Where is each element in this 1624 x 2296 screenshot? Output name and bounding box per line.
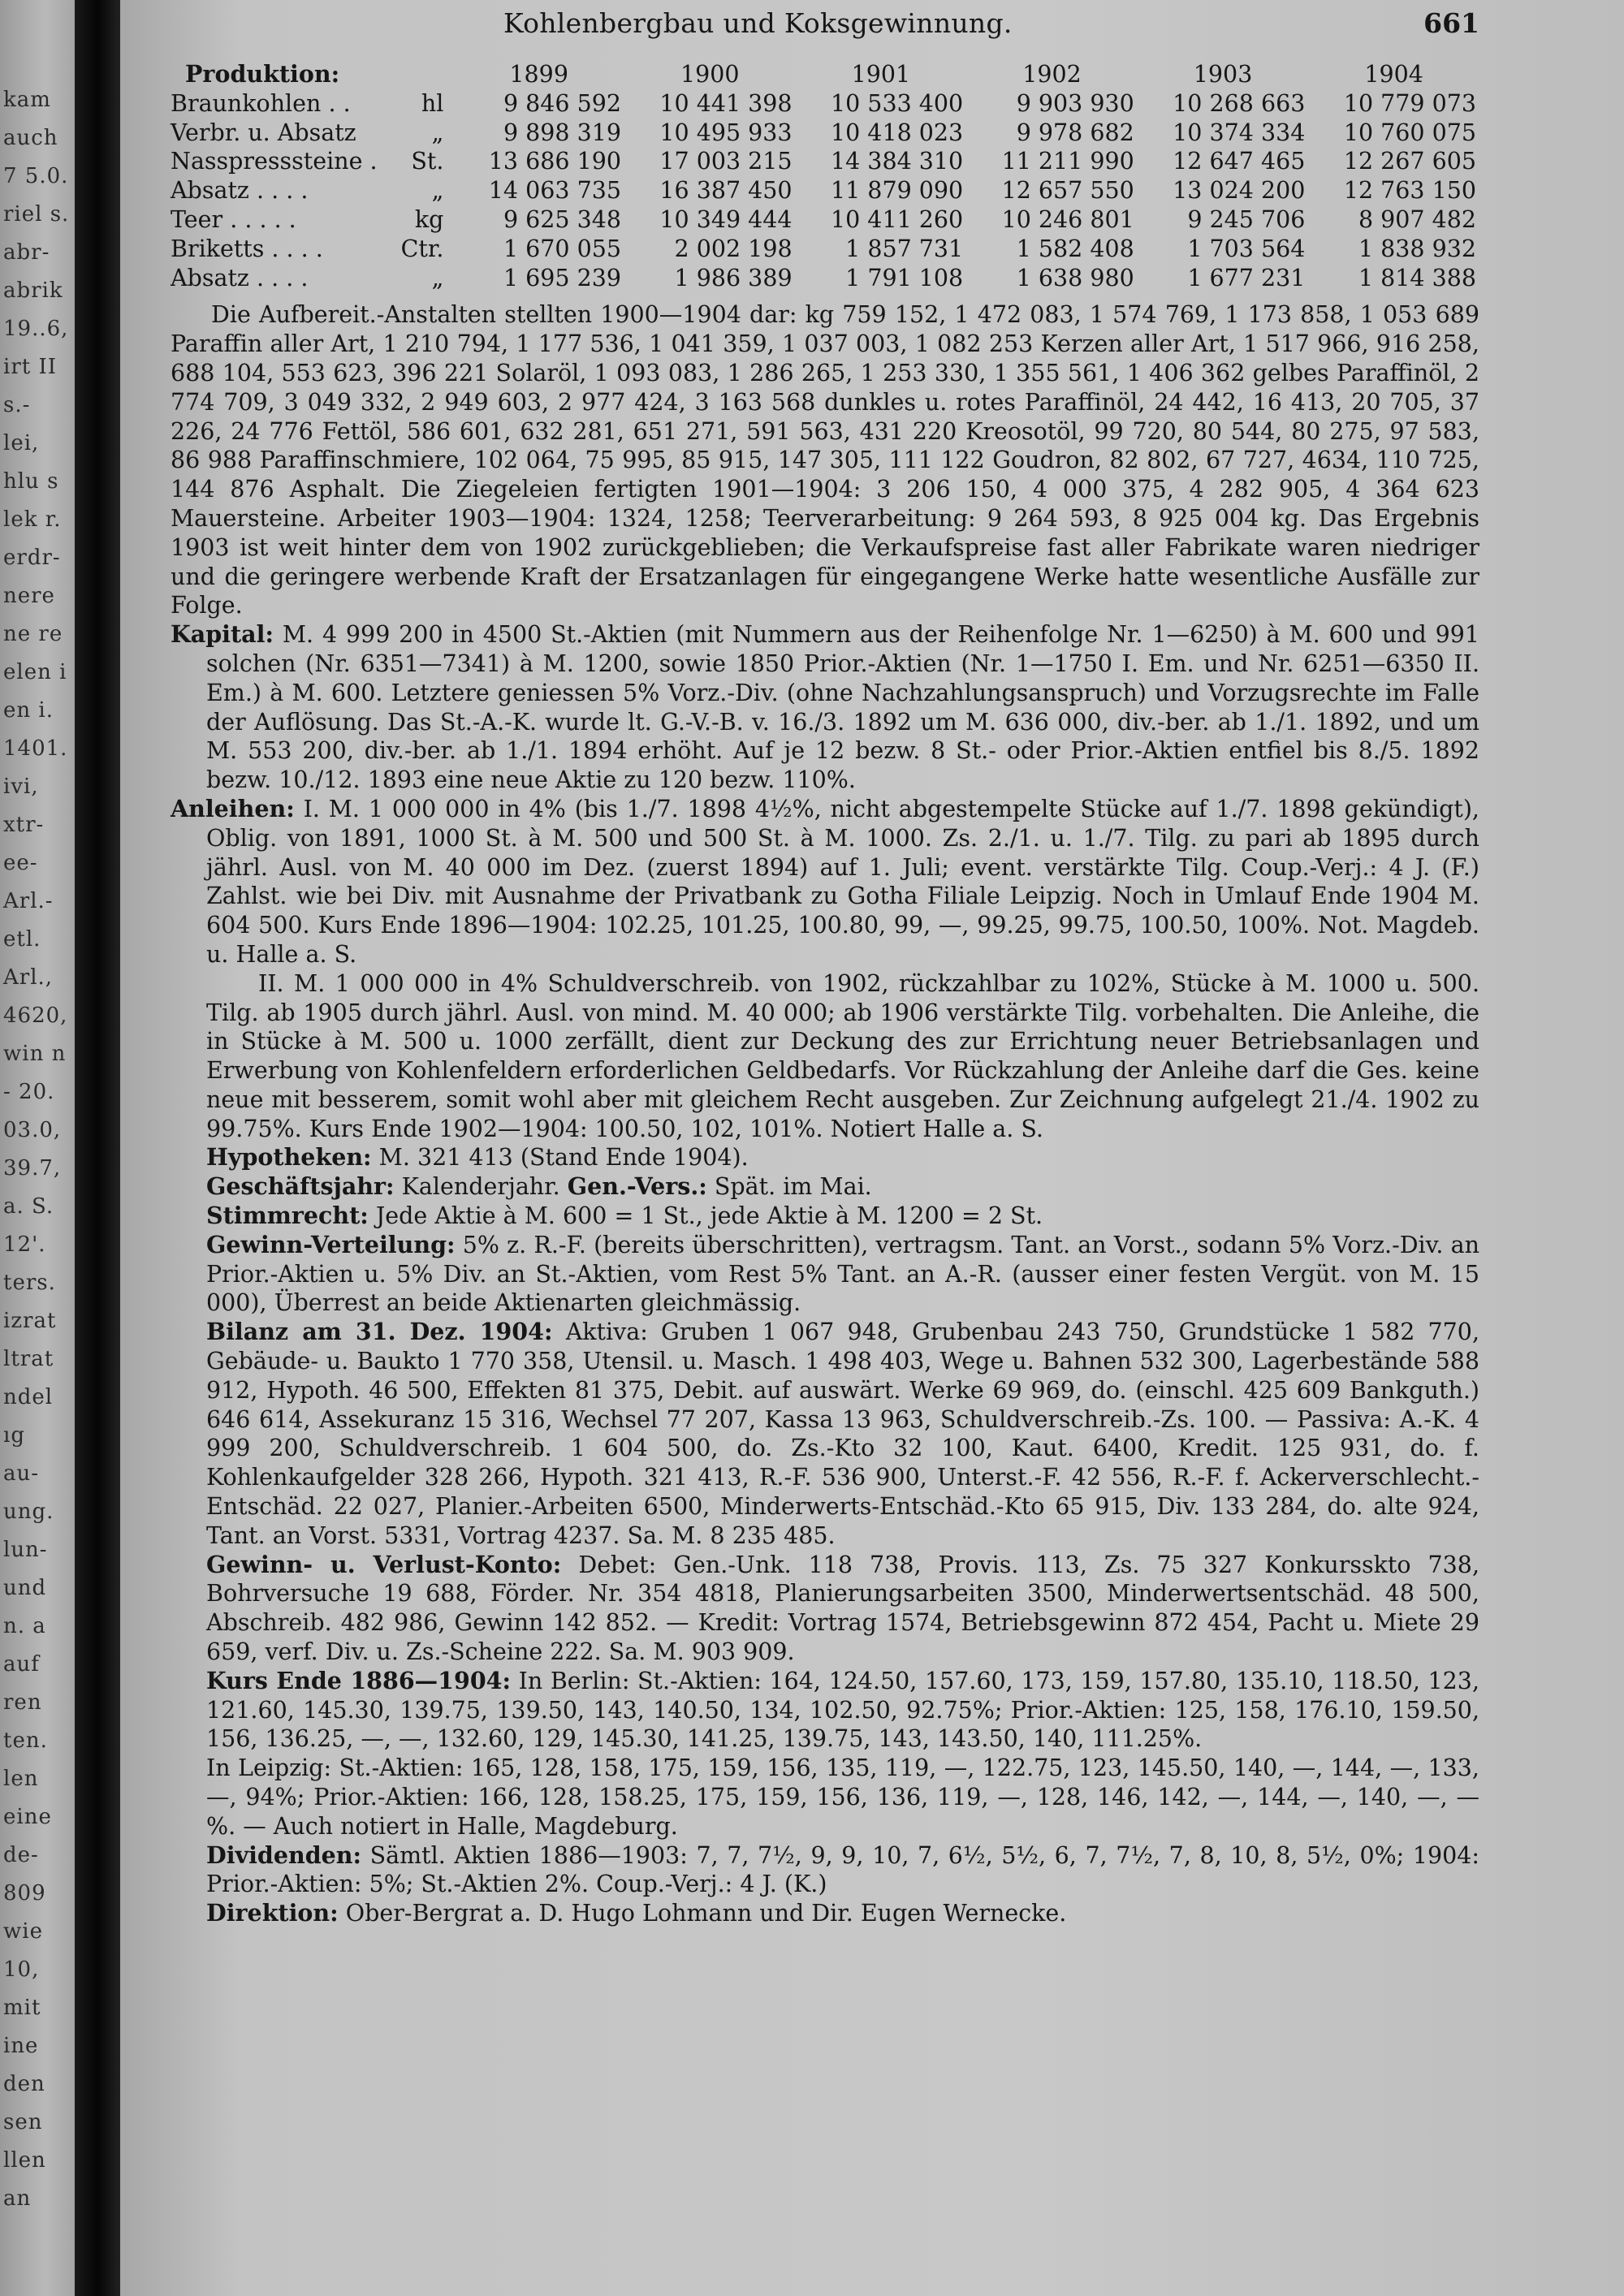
production-row-label: Absatz . . . . bbox=[171, 264, 309, 291]
production-row-unit: „ bbox=[431, 119, 444, 146]
left-page-fragment: kam bbox=[3, 88, 51, 112]
left-page-fragment: 39.7, bbox=[3, 1156, 62, 1180]
left-page-fragment: hlu s bbox=[3, 469, 59, 494]
left-page-fragment: au- bbox=[3, 1461, 40, 1486]
production-value: 1 703 564 bbox=[1187, 235, 1306, 262]
production-value: 10 411 260 bbox=[830, 205, 964, 233]
production-value: 12 647 465 bbox=[1173, 148, 1306, 175]
left-page-fragment: izrat bbox=[3, 1309, 57, 1333]
production-value: 1 986 389 bbox=[674, 264, 793, 291]
production-value: 16 387 450 bbox=[659, 177, 793, 205]
production-value: 10 760 075 bbox=[1343, 119, 1476, 146]
direktion-text: Ober-Bergrat a. D. Hugo Lohmann und Dir. Eugen Wernecke. bbox=[345, 1900, 1067, 1927]
year-header: 1901 bbox=[851, 61, 911, 88]
production-value: 1 814 388 bbox=[1358, 264, 1476, 291]
anleihen-text-1: I. M. 1 000 000 in 4% (bis 1./7. 1898 4½%, nicht abgestempelte Stücke auf 1./7. 1898 gekündigt), Oblig. von 1891, 1000 St. à M. 500 und 500 St. à M. 1000. Zs. 2./1. u. 1./7. Tilg. zu pari ab 1895 durch jährl. Ausl. von M. 40 000 im Dez. (zuerst 1894) auf 1. Juli; event. verstärkte Tilg. Coup.-Verj.: 4 J. (F.) Zahlst. wie bei Div. mit Ausnahme der Privatbank zu Gotha Filiale Leipzig. Noch in Umlauf Ende 1904 M. 604 500. Kurs Ende 1896—1904: 102.25, 101.25, 100.80, 99, —, 99.25, 99.75, 100.50, 100%. Not. Magdeb. u. Halle a. S. bbox=[206, 795, 1479, 968]
production-value: 10 495 933 bbox=[659, 119, 793, 146]
left-page-fragment: ltrat bbox=[3, 1347, 54, 1371]
production-value: 8 907 482 bbox=[1358, 205, 1476, 233]
left-page-fragment: sen bbox=[3, 2110, 43, 2134]
production-value: 13 024 200 bbox=[1173, 177, 1306, 205]
production-value: 1 677 231 bbox=[1187, 264, 1306, 291]
left-page-fragment: lun- bbox=[3, 1538, 48, 1562]
kurse-berlin-text: In Berlin: St.-Aktien: 164, 124.50, 157.60, 173, 159, 157.80, 135.10, 118.50, 123, 121.60, 145.30, 139.75, 139.50, 143, 140.50, 134, 102.50, 92.75%; Prior.-Aktien: 125, 158, 176.10, 159.50, 156, 136.25, —, —, 132.60, 129, 145.30, 141.25, 139.75, 143, 143.50, 140, 111.25%. bbox=[206, 1667, 1479, 1753]
left-page-fragment: 12'. bbox=[3, 1232, 46, 1257]
gewinnverteilung-text: 5% z. R.-F. (bereits überschritten), vertragsm. Tant. an Vorst., sodann 5% Vorz.-Div. an Prior.-Aktien u. 5% Div. an St.-Aktien, vom Rest 5% Tant. an A.-R. (ausser einer festen Vergüt. von M. 15 000), Überrest an beide Aktienarten gleichmässig. bbox=[206, 1231, 1479, 1317]
production-value: 12 267 605 bbox=[1343, 148, 1476, 175]
genvers-text: Spät. im Mai. bbox=[714, 1173, 872, 1201]
kapital-label: Kapital: bbox=[171, 620, 274, 649]
production-row-label: Nasspresssteine . bbox=[171, 148, 378, 175]
direktion-label: Direktion: bbox=[206, 1899, 339, 1927]
production-row-unit: St. bbox=[411, 148, 444, 175]
left-page-fragment: riel s. bbox=[3, 202, 70, 227]
production-row-unit: hl bbox=[421, 89, 444, 117]
left-page-fragment: etl. bbox=[3, 927, 41, 952]
left-page-fragment: den bbox=[3, 2072, 45, 2096]
bilanz-text: Aktiva: Gruben 1 067 948, Grubenbau 243 750, Grundstücke 1 582 770, Gebäude- u. Baukto 1 770 358, Utensil. u. Masch. 1 498 403, Wege u. Bahnen 532 300, Lagerbestände 588 912, Hypoth. 46 500, Effekten 81 375, Debit. auf auswärt. Werke 69 969, do. (einschl. 425 609 Bankguth.) 646 614, Assekuranz 15 316, Wechsel 77 207, Kassa 13 963, Schuldverschreib.-Zs. 100. — Passiva: A.-K. 4 999 200, Schuldverschreib. 1 604 500, do. Zs.-Kto 32 100, Kaut. 6400, Kredit. 125 931, do. f. Kohlenkaufgelder 328 266, Hypoth. 321 413, R.-F. 536 900, Unterst.-F. 42 556, R.-F. f. Ackerverschlecht.-Entschäd. 22 027, Planier.-Arbeiten 6500, Minderwerts-Entschäd.-Kto 65 915, Div. 133 284, do. alte 924, Tant. an Vorst. 5331, Vortrag 4237. Sa. M. 8 235 485. bbox=[206, 1318, 1480, 1549]
guv-label: Gewinn- u. Verlust-Konto: bbox=[206, 1550, 562, 1578]
production-value: 11 879 090 bbox=[830, 177, 964, 205]
left-page-fragment: lek r. bbox=[3, 507, 62, 532]
production-value: 11 211 990 bbox=[1001, 148, 1134, 175]
left-page-fragment: Arl.- bbox=[3, 889, 54, 913]
left-page-fragment: len bbox=[3, 1767, 39, 1791]
production-table bbox=[171, 60, 1479, 292]
left-page-fragment: abr- bbox=[3, 240, 50, 265]
production-row bbox=[171, 264, 1479, 293]
left-page-fragment: ee- bbox=[3, 851, 38, 875]
year-header: 1900 bbox=[680, 61, 740, 88]
direktion-section bbox=[171, 1899, 1479, 1928]
dividenden-section bbox=[171, 1841, 1479, 1900]
anleihen-text-2: II. M. 1 000 000 in 4% Schuldverschreib. von 1902, rückzahlbar zu 102%, Stücke à M. 1000 u. 500. Tilg. ab 1905 durch jährl. Ausl. von mind. M. 40 000; ab 1906 verstärkte Tilg. vorbehalten. Die Anleihe, die in Stücke à M. 500 u. 1000 zerfällt, dient zur Deckung des zur Errichtung neuer Betriebsanlagen und Erwerbung von Kohlenfeldern erforderlichen Geldbedarfs. Vor Rückzahlung der Anleihe darf die Ges. keine neue mit besserem, somit wohl aber mit gleichem Recht ausgeben. Zur Zeichnung aufgelegt 21./4. 1902 zu 99.75%. Kurs Ende 1902—1904: 100.50, 102, 101%. Notiert Halle a. S. bbox=[206, 969, 1479, 1142]
production-value: 9 978 682 bbox=[1016, 119, 1134, 146]
production-value: 10 268 663 bbox=[1173, 89, 1306, 117]
stimmrecht-label: Stimmrecht: bbox=[206, 1202, 369, 1230]
aufbereitung-paragraph: Die Aufbereit.-Anstalten stellten 1900—1904 dar: kg 759 152, 1 472 083, 1 574 769, 1 173 858, 1 053 689 Paraffin aller Art, 1 210 794, 1 177 536, 1 041 359, 1 037 003, 1 082 253 Kerzen aller Art, 1 517 966, 916 258, 688 104, 553 623, 396 221 Solaröl, 1 093 083, 1 286 265, 1 253 330, 1 355 561, 1 406 362 gelbes Paraffinöl, 2 774 709, 3 049 332, 2 949 603, 2 977 424, 3 163 568 dunkles u. rotes Paraffinöl, 24 442, 16 413, 20 705, 37 226, 24 776 Fettöl, 586 601, 632 281, 651 271, 591 563, 431 220 Kreosotöl, 99 720, 80 544, 80 275, 97 583, 86 988 Paraffinschmiere, 102 064, 75 995, 85 915, 147 305, 111 122 Goudron, 82 802, 67 727, 4634, 110 725, 144 876 Asphalt. Die Ziegeleien fertigten 1901—1904: 3 206 150, 4 000 375, 4 282 905, 4 364 623 Mauersteine. Arbeiter 1903—1904: 1324, 1258; Teerverarbeitung: 9 264 593, 8 925 004 kg. Das Ergebnis 1903 ist weit hinter dem von 1902 zurückgeblieben; die Verkaufspreise fast aller Fabrikate waren niedriger und die geringere werbende Kraft der Ersatzanlagen für eingegangene Werke hatte wesentliche Ausfälle zur Folge. bbox=[171, 301, 1479, 619]
geschaeftsjahr-section bbox=[171, 1172, 1479, 1202]
left-page-fragment: an bbox=[3, 2186, 32, 2211]
production-value: 1 670 055 bbox=[503, 235, 621, 262]
production-value: 10 374 334 bbox=[1173, 119, 1306, 146]
dividenden-label: Dividenden: bbox=[206, 1841, 362, 1869]
kurse-leipzig-text: In Leipzig: St.-Aktien: 165, 128, 158, 175, 159, 156, 135, 119, —, 122.75, 123, 145.50, 140, —, 144, —, 133, —, 94%; Prior.-Aktien: 166, 128, 158.25, 175, 159, 156, 136, 119, —, 128, 146, 142, —, 144, —, 140, —, —%. — Auch notiert in Halle, Magdeburg. bbox=[206, 1754, 1479, 1840]
left-page-fragment: auch bbox=[3, 126, 58, 150]
hypotheken-label: Hypotheken: bbox=[206, 1143, 372, 1172]
left-page-fragment: 03.0, bbox=[3, 1118, 62, 1142]
left-page-fragment: elen i bbox=[3, 660, 67, 684]
geschaeftsjahr-label: Geschäftsjahr: bbox=[206, 1172, 395, 1201]
left-page-margin bbox=[0, 0, 75, 2296]
page-content bbox=[171, 6, 1479, 1928]
production-value: 9 898 319 bbox=[503, 119, 621, 146]
production-value: 1 791 108 bbox=[845, 264, 964, 291]
page-number: 661 bbox=[1423, 7, 1479, 39]
left-page-fragment: und bbox=[3, 1576, 47, 1600]
bilanz-label: Bilanz am 31. Dez. 1904: bbox=[206, 1318, 553, 1346]
left-page-fragment: s.- bbox=[3, 393, 31, 417]
production-row-label: Teer . . . . . bbox=[171, 205, 296, 233]
left-page-fragment: ine bbox=[3, 2034, 39, 2058]
bilanz-section bbox=[171, 1318, 1479, 1550]
production-value: 2 002 198 bbox=[674, 235, 793, 262]
production-value: 1 638 980 bbox=[1016, 264, 1134, 291]
left-page-fragment: - 20. bbox=[3, 1080, 55, 1104]
year-header: 1902 bbox=[1022, 61, 1082, 88]
production-label: Produktion: bbox=[185, 60, 340, 88]
left-page-fragment: n. a bbox=[3, 1614, 46, 1638]
left-page-fragment: wie bbox=[3, 1919, 43, 1944]
left-page-fragment: llen bbox=[3, 2148, 46, 2173]
production-value: 9 903 930 bbox=[1016, 89, 1134, 117]
production-row-unit: Ctr. bbox=[400, 235, 444, 262]
production-value: 14 063 735 bbox=[488, 177, 621, 205]
gewinnverteilung-label: Gewinn-Verteilung: bbox=[206, 1230, 456, 1258]
guv-section bbox=[171, 1551, 1479, 1667]
kapital-section bbox=[171, 620, 1479, 795]
binding-gutter bbox=[75, 0, 120, 2296]
production-value: 1 838 932 bbox=[1358, 235, 1476, 262]
left-page-fragment: ren bbox=[3, 1690, 42, 1715]
production-value: 10 246 801 bbox=[1001, 205, 1134, 233]
anleihen-section bbox=[171, 795, 1479, 969]
left-page-fragment: win n bbox=[3, 1042, 67, 1066]
production-value: 1 857 731 bbox=[845, 235, 964, 262]
left-page-fragment: auf bbox=[3, 1652, 40, 1677]
document-page bbox=[120, 0, 1624, 2296]
production-value: 10 533 400 bbox=[830, 89, 964, 117]
running-head-title: Kohlenbergbau und Koksgewinnung. bbox=[503, 7, 1013, 39]
production-row-label: Briketts . . . . bbox=[171, 235, 323, 262]
left-page-fragment: de- bbox=[3, 1843, 39, 1867]
production-rows bbox=[171, 89, 1479, 293]
left-page-fragment: mit bbox=[3, 1996, 41, 2020]
left-page-fragment: lei, bbox=[3, 431, 40, 455]
production-row bbox=[171, 235, 1479, 264]
year-header: 1903 bbox=[1193, 61, 1253, 88]
year-header: 1904 bbox=[1364, 61, 1423, 88]
hypotheken-section bbox=[171, 1143, 1479, 1172]
production-row-label: Braunkohlen . . bbox=[171, 89, 351, 117]
production-value: 9 846 592 bbox=[503, 89, 621, 117]
left-page-fragment: a. S. bbox=[3, 1194, 54, 1219]
left-page-fragment: ten. bbox=[3, 1728, 48, 1753]
left-page-fragment: ters. bbox=[3, 1271, 56, 1295]
kurse-label: Kurs Ende 1886—1904: bbox=[206, 1666, 512, 1694]
left-page-fragment: ıg bbox=[3, 1423, 25, 1448]
production-value: 10 349 444 bbox=[659, 205, 793, 233]
production-row-label: Verbr. u. Absatz bbox=[171, 119, 356, 146]
left-page-fragment: Arl., bbox=[3, 965, 54, 990]
production-row-unit: kg bbox=[414, 205, 444, 233]
production-row-unit: „ bbox=[431, 177, 444, 205]
kurse-section bbox=[171, 1667, 1479, 1754]
production-row bbox=[171, 176, 1479, 205]
left-page-fragment: xtr- bbox=[3, 813, 45, 837]
left-page-fragment: eine bbox=[3, 1805, 52, 1829]
left-page-fragment: abrik bbox=[3, 278, 63, 303]
left-page-fragment: 809 bbox=[3, 1881, 46, 1905]
production-row-label: Absatz . . . . bbox=[171, 177, 309, 205]
left-page-fragment: ne re bbox=[3, 622, 63, 646]
production-row bbox=[171, 205, 1479, 235]
production-value: 9 625 348 bbox=[503, 205, 621, 233]
stimmrecht-text: Jede Aktie à M. 600 = 1 St., jede Aktie à M. 1200 = 2 St. bbox=[375, 1202, 1043, 1230]
left-page-fragment: 10, bbox=[3, 1957, 40, 1982]
production-row bbox=[171, 119, 1479, 148]
left-page-fragment: 4620, bbox=[3, 1003, 68, 1028]
production-value: 10 418 023 bbox=[830, 119, 964, 146]
left-page-fragment: en i. bbox=[3, 698, 54, 723]
geschaeftsjahr-text: Kalenderjahr. bbox=[401, 1173, 560, 1201]
dividenden-text: Sämtl. Aktien 1886—1903: 7, 7, 7½, 9, 9, 10, 7, 6½, 5½, 6, 7, 7½, 7, 8, 10, 8, 5½, 0%; 1904: Prior.-Aktien: 5%; St.-Aktien 2%. Coup.-Verj.: 4 J. (K.) bbox=[206, 1841, 1480, 1898]
anleihen-label: Anleihen: bbox=[171, 794, 295, 822]
genvers-label: Gen.-Vers.: bbox=[567, 1172, 707, 1201]
guv-text: Debet: Gen.-Unk. 118 738, Provis. 113, Zs. 75 327 Konkursskto 738, Bohrversuche 19 688, Förder. Nr. 354 4818, Planierungsarbeiten 3500, Minderwertsentschäd. 48 500, Abschreib. 482 986, Gewinn 142 852. — Kredit: Vortrag 1574, Betriebsgewinn 872 454, Pacht u. Miete 29 659, verf. Div. u. Zs.-Scheine 222. Sa. M. 903 909. bbox=[206, 1551, 1480, 1666]
left-page-fragment: nere bbox=[3, 584, 55, 608]
production-header-row bbox=[171, 60, 1479, 89]
production-value: 12 763 150 bbox=[1343, 177, 1476, 205]
left-page-fragment: 1401. bbox=[3, 736, 68, 761]
production-value: 10 441 398 bbox=[659, 89, 793, 117]
production-value: 1 582 408 bbox=[1016, 235, 1134, 262]
left-page-fragment: 7 5.0. bbox=[3, 164, 69, 188]
production-row bbox=[171, 89, 1479, 119]
kapital-text: M. 4 999 200 in 4500 St.-Aktien (mit Nummern aus der Reihenfolge Nr. 1—6250) à M. 600 und 991 solchen (Nr. 6351—7341) à M. 1200, sowie 1850 Prior.-Aktien (Nr. 1—1750 I. Em. und Nr. 6251—6350 II. Em.) à M. 600. Letztere geniessen 5% Vorz.-Div. (ohne Nachzahlungsanspruch) und Vorzugsrechte im Falle der Auflösung. Das St.-A.-K. wurde lt. G.-V.-B. v. 16./3. 1892 um M. 636 000, div.-ber. ab 1./1. 1892, und um M. 553 200, div.-ber. ab 1./1. 1894 erhöht. Auf je 12 bezw. 8 St.- oder Prior.-Aktien entfiel bis 8./5. 1892 bezw. 10./12. 1893 eine neue Aktie zu 120 bezw. 110%. bbox=[206, 621, 1479, 794]
left-page-fragment: irt II bbox=[3, 355, 57, 379]
year-header: 1899 bbox=[509, 61, 568, 88]
production-row-unit: „ bbox=[431, 264, 444, 291]
production-value: 14 384 310 bbox=[830, 148, 964, 175]
left-page-fragment: ung. bbox=[3, 1500, 54, 1524]
left-page-fragment: 19..6, bbox=[3, 317, 69, 341]
production-value: 9 245 706 bbox=[1187, 205, 1306, 233]
production-value: 1 695 239 bbox=[503, 264, 621, 291]
production-value: 10 779 073 bbox=[1343, 89, 1476, 117]
production-value: 17 003 215 bbox=[659, 148, 793, 175]
left-page-fragment: erdr- bbox=[3, 546, 61, 570]
production-value: 12 657 550 bbox=[1001, 177, 1134, 205]
hypotheken-text: M. 321 413 (Stand Ende 1904). bbox=[378, 1144, 749, 1172]
production-row bbox=[171, 147, 1479, 176]
stimmrecht-section bbox=[171, 1202, 1479, 1231]
left-page-fragment: ivi, bbox=[3, 775, 39, 799]
production-value: 13 686 190 bbox=[488, 148, 621, 175]
gewinnverteilung-section bbox=[171, 1231, 1479, 1318]
left-page-fragment: ndel bbox=[3, 1385, 54, 1409]
running-head bbox=[171, 6, 1479, 41]
